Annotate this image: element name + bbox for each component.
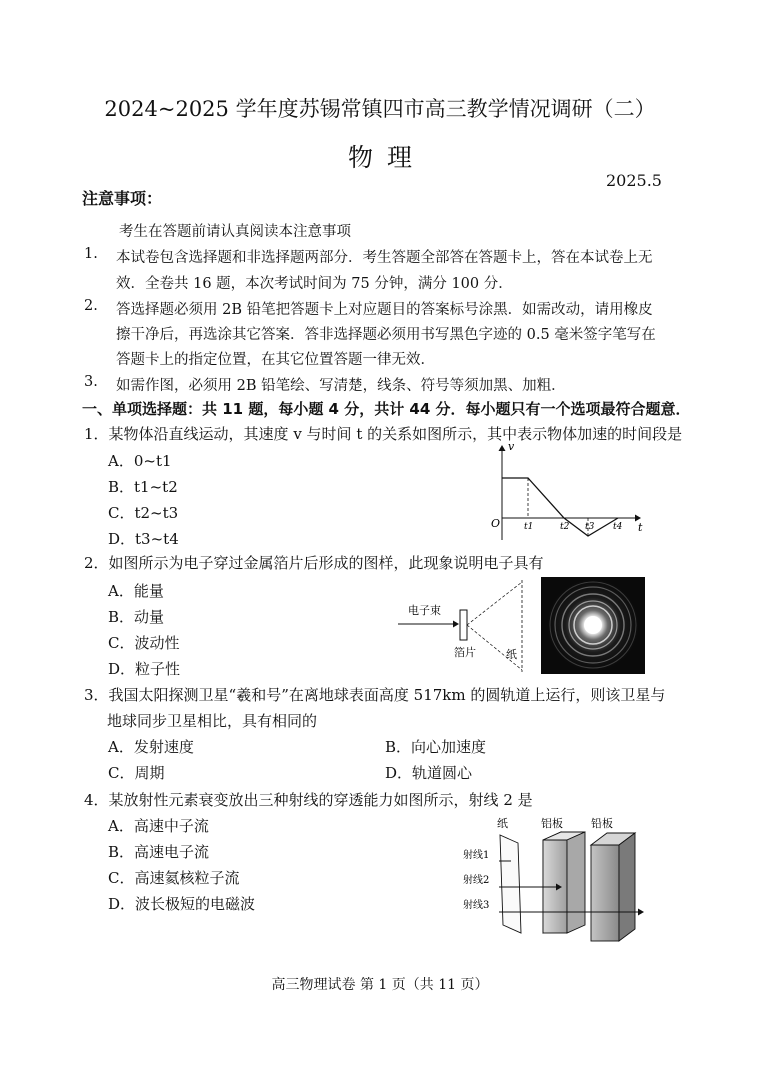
lead-plate	[591, 845, 619, 941]
question-2-option-b: B．动量	[108, 608, 165, 626]
radiation-penetration-figure	[455, 815, 651, 945]
question-2-option-a: A．能量	[108, 582, 164, 600]
electron-beam-label: 电子束	[408, 604, 441, 617]
ray-2-label: 射线2	[463, 875, 490, 886]
t2-label: t2	[560, 522, 570, 532]
notice-item-2-num: 2.	[84, 298, 98, 314]
t-axis-label: t	[638, 521, 643, 534]
question-1-stem: 1．某物体沿直线运动，其速度 v 与时间 t 的关系如图所示，其中表示物体加速的时间段是	[84, 425, 683, 443]
origin-label: O	[491, 517, 501, 530]
t1-label: t1	[524, 522, 534, 532]
question-3-stem-line-2: 地球同步卫星相比，具有相同的	[107, 712, 318, 730]
aluminum-label: 铝板	[541, 817, 563, 830]
question-4-stem: 4．某放射性元素衰变放出三种射线的穿透能力如图所示，射线 2 是	[84, 791, 533, 809]
subject-title: 物理	[347, 143, 426, 172]
question-3-option-a: A．发射速度	[108, 738, 194, 756]
screen-label: 纸	[506, 648, 517, 661]
question-4-option-c: C．高速氦核粒子流	[108, 869, 240, 887]
notice-item-3-line-1: 如需作图，必须用 2B 铅笔绘、写清楚，线条、符号等须加黑、加粗．	[116, 378, 566, 394]
metal-foil	[460, 610, 467, 640]
aluminum-plate-edge	[567, 832, 585, 933]
ray-3-label: 射线3	[463, 900, 490, 911]
section-heading: 一、单项选择题：共 11 题，每小题 4 分，共计 44 分．每小题只有一个选项最符合题意．	[82, 400, 691, 418]
question-2-option-d: D．粒子性	[108, 660, 181, 678]
question-1-option-b: B．t1~t2	[108, 478, 178, 496]
paper-label: 纸	[497, 817, 508, 830]
question-3-option-c: C．周期	[108, 764, 165, 782]
t3-label: t3	[585, 522, 595, 532]
page-footer: 高三物理试卷 第 1 页（共 11 页）	[271, 977, 489, 993]
question-1-option-d: D．t3~t4	[108, 530, 179, 548]
question-2-stem: 2．如图所示为电子穿过金属箔片后形成的图样，此现象说明电子具有	[84, 554, 544, 572]
question-4-option-a: A．高速中子流	[108, 817, 209, 835]
lead-label: 铅板	[591, 817, 613, 830]
question-4-option-b: B．高速电子流	[108, 843, 210, 861]
question-1-option-a: A．0~t1	[108, 452, 172, 470]
notice-heading: 注意事项：	[82, 189, 163, 208]
t4-label: t4	[613, 522, 623, 532]
notice-item-1-line-2: 效．全卷共 16 题，本次考试时间为 75 分钟，满分 100 分．	[116, 276, 513, 292]
ray-1-label: 射线1	[463, 850, 490, 861]
exam-date: 2025.5	[606, 171, 662, 190]
exam-title: 2024~2025 学年度苏锡常镇四市高三教学情况调研（二）	[104, 97, 656, 121]
question-1-option-c: C．t2~t3	[108, 504, 179, 522]
v-axis-label: v	[508, 440, 515, 453]
foil-label: 箔片	[454, 646, 476, 659]
notice-item-3-num: 3.	[84, 374, 98, 390]
notice-intro: 考生在答题前请认真阅读本注意事项	[119, 224, 351, 240]
question-4-option-d: D．波长极短的电磁波	[108, 895, 256, 913]
notice-item-1-line-1: 本试卷包含选择题和非选择题两部分．考生答题全部答在答题卡上，答在本试卷上无	[116, 250, 653, 266]
electron-diffraction-setup	[394, 578, 529, 674]
question-3-option-d: D．轨道圆心	[385, 764, 473, 782]
question-2-option-c: C．波动性	[108, 634, 180, 652]
diffraction-pattern-image	[541, 577, 645, 674]
notice-item-2-line-1: 答选择题必须用 2B 铅笔把答题卡上对应题目的答案标号涂黑．如需改动，请用橡皮	[116, 302, 653, 318]
question-3-stem-line-1: 3．我国太阳探测卫星“羲和号”在离地球表面高度 517km 的圆轨道上运行，则该卫星与	[84, 686, 666, 704]
velocity-time-graph	[488, 440, 648, 544]
notice-item-2-line-2: 擦干净后，再选涂其它答案．答非选择题必须用书写黑色字迹的 0.5 毫米签字笔写在	[116, 327, 656, 343]
question-3-option-b: B．向心加速度	[385, 738, 487, 756]
diffraction-ray-top	[467, 582, 522, 625]
notice-item-2-line-3: 答题卡上的指定位置，在其它位置答题一律无效．	[116, 352, 435, 368]
paper-sheet	[500, 835, 521, 933]
lead-plate-edge	[619, 833, 635, 941]
notice-item-1-num: 1.	[84, 246, 98, 262]
